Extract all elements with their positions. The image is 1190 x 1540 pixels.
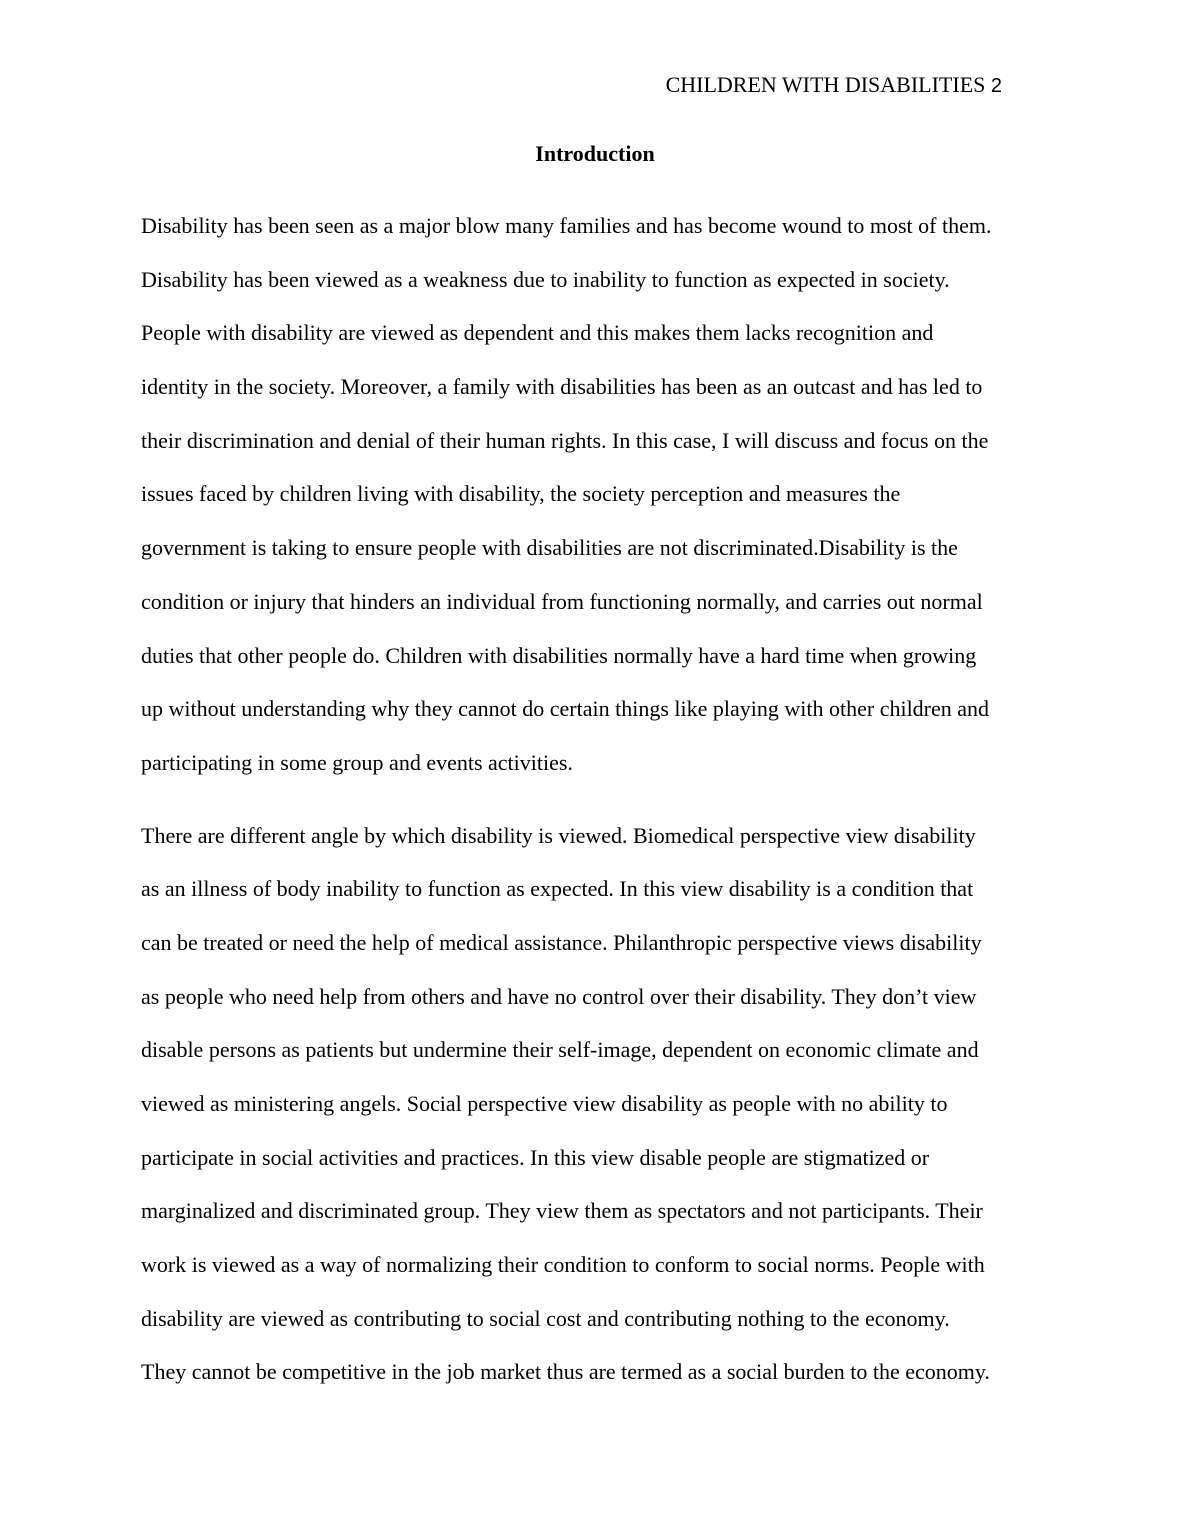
paragraph-line: duties that other people do. Children with disabilities normally have a hard time when growing	[141, 642, 977, 668]
paragraph-line: Disability has been viewed as a weakness due to inability to function as expected in society.	[141, 266, 950, 292]
paragraph-2	[141, 809, 1051, 1400]
paragraph-line: There are different angle by which disability is viewed. Biomedical perspective view disability	[141, 822, 976, 848]
paragraph-line: identity in the society. Moreover, a family with disabilities has been as an outcast and has led to	[141, 374, 983, 400]
paragraph-line: work is viewed as a way of normalizing their condition to conform to social norms. People with	[141, 1252, 985, 1278]
paragraph-line: marginalized and discriminated group. They view them as spectators and not participants. Their	[141, 1198, 983, 1224]
paragraph-line: as people who need help from others and have no control over their disability. They don’t view	[141, 983, 977, 1009]
paragraph-1	[141, 199, 1051, 790]
paragraph-line: their discrimination and denial of their human rights. In this case, I will discuss and focus on the	[141, 427, 989, 453]
paragraph-line: People with disability are viewed as dependent and this makes them lacks recognition and	[141, 320, 934, 346]
paragraph-line: They cannot be competitive in the job market thus are termed as a social burden to the economy.	[141, 1359, 990, 1385]
paragraph-line: issues faced by children living with disability, the society perception and measures the	[141, 481, 901, 507]
paragraph-line: participate in social activities and practices. In this view disable people are stigmatized or	[141, 1144, 930, 1170]
paragraph-line: can be treated or need the help of medical assistance. Philanthropic perspective views disability	[141, 929, 982, 955]
page-number: 2	[990, 75, 1002, 97]
body-text	[141, 199, 1051, 1399]
paragraph-line: disable persons as patients but undermine their self-image, dependent on economic climate and	[141, 1037, 979, 1063]
paragraph-line: Disability has been seen as a major blow many families and has become wound to most of them.	[141, 213, 992, 238]
section-title: Introduction	[535, 141, 655, 166]
paragraph-spacing	[141, 790, 1051, 809]
paragraph-line: up without understanding why they cannot do certain things like playing with other children and	[141, 696, 990, 722]
paragraph-line: condition or injury that hinders an individual from functioning normally, and carries out normal	[141, 588, 983, 614]
paragraph-line: as an illness of body inability to function as expected. In this view disability is a condition that	[141, 876, 974, 902]
paragraph-line: viewed as ministering angels. Social perspective view disability as people with no ability to	[141, 1091, 948, 1116]
paragraph-line: disability are viewed as contributing to social cost and contributing nothing to the economy.	[141, 1305, 950, 1331]
running-head	[666, 71, 1002, 100]
paragraph-line: participating in some group and events activities.	[141, 749, 573, 775]
running-head-text: CHILDREN WITH DISABILITIES	[665, 72, 986, 97]
paragraph-line: government is taking to ensure people with disabilities are not discriminated.Disability is the	[141, 535, 958, 561]
